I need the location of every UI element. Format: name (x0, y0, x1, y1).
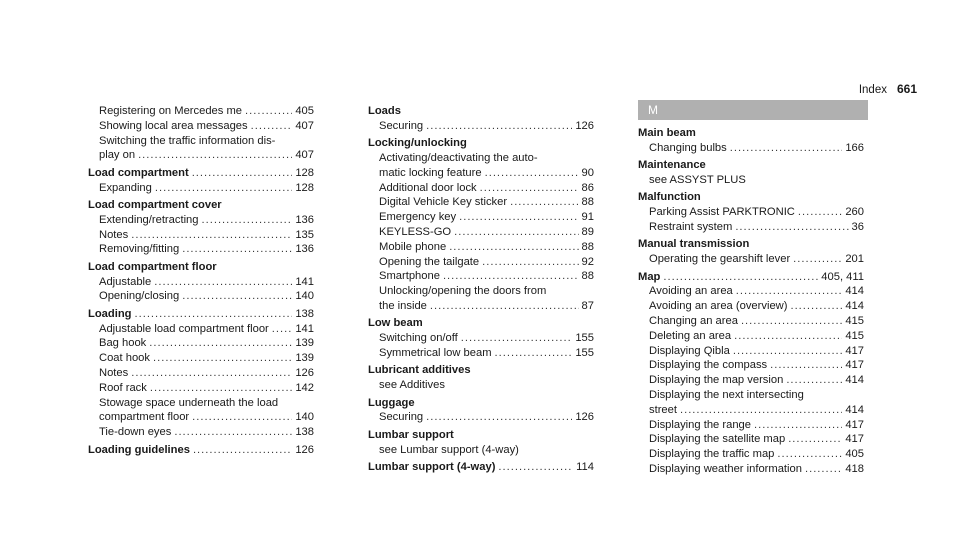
dot-leader (131, 228, 292, 243)
page-reference[interactable]: 166 (845, 141, 864, 154)
dot-leader (485, 166, 579, 181)
index-subentry (88, 396, 314, 411)
index-subentry[interactable] (88, 336, 314, 351)
index-subentry[interactable] (88, 119, 314, 134)
page-reference[interactable]: 126 (295, 443, 314, 456)
dot-leader (777, 447, 842, 462)
dot-leader (193, 443, 292, 458)
entry-text: Load compartment (88, 166, 189, 179)
dot-leader (461, 331, 573, 346)
entry-text: Lumbar support (368, 428, 454, 441)
page-reference[interactable]: 128 (295, 181, 314, 194)
entry-text: Displaying the next intersecting (649, 388, 804, 401)
entry-text: Switching the traffic information dis- (99, 134, 276, 147)
dot-leader (680, 403, 842, 418)
page-reference[interactable]: 140 (295, 290, 314, 303)
page-reference[interactable]: 139 (295, 337, 314, 350)
page-reference[interactable]: 201 (845, 253, 864, 266)
dot-leader (192, 410, 292, 425)
index-entry (638, 126, 864, 141)
dot-leader (182, 242, 292, 257)
entry-text: Displaying the compass (649, 359, 768, 372)
dot-leader (454, 225, 578, 240)
dot-leader (663, 270, 818, 285)
entry-text: Main beam (638, 127, 696, 139)
entry-text: Registering on Mercedes me (99, 105, 243, 117)
index-subentry (88, 134, 314, 149)
dot-leader (155, 181, 292, 196)
entry-text: Lubricant additives (368, 364, 471, 377)
dot-leader (138, 148, 292, 163)
entry-text: see Additives (379, 379, 445, 392)
dot-leader (174, 425, 292, 440)
dot-leader (149, 336, 292, 351)
index-subentry[interactable] (88, 213, 314, 228)
entry-text: Displaying the range (649, 418, 751, 431)
page-reference[interactable]: 91 (581, 211, 594, 224)
dot-leader (150, 381, 292, 396)
entry-text: Locking/unlocking (368, 137, 467, 150)
entry-text: Roof rack (99, 381, 147, 394)
index-subentry[interactable] (638, 284, 864, 299)
index-subentry[interactable] (368, 181, 594, 196)
page-reference[interactable]: 414 (845, 403, 864, 416)
page-reference[interactable]: 141 (295, 322, 314, 335)
index-entry[interactable] (638, 270, 864, 285)
dot-leader (805, 462, 842, 477)
entry-text: Load compartment floor (88, 260, 217, 273)
entry-text: see Lumbar support (4-way) (379, 443, 519, 456)
index-letter-heading: M (638, 100, 868, 120)
index-subentry[interactable] (88, 381, 314, 396)
page-reference[interactable]: 414 (845, 374, 864, 387)
entry-text: Parking Assist PARKTRONIC (649, 206, 795, 219)
page-reference[interactable]: 90 (581, 166, 594, 179)
index-subentry[interactable] (88, 366, 314, 381)
dot-leader (510, 195, 578, 210)
entry-text: Loading guidelines (88, 443, 190, 456)
entry-text: play on (99, 149, 136, 162)
entry-text: Tie-down eyes (99, 426, 172, 439)
index-subentry[interactable] (88, 275, 314, 290)
page-reference[interactable]: 414 (845, 300, 864, 313)
entry-text: Symmetrical low beam (379, 346, 492, 359)
index-subentry[interactable] (368, 410, 594, 425)
index-subentry[interactable] (88, 181, 314, 196)
page-reference[interactable]: 88 (581, 196, 594, 209)
index-entry[interactable] (88, 443, 314, 458)
entry-text: Maintenance (638, 159, 706, 172)
entry-text: Displaying the traffic map (649, 448, 775, 461)
dot-leader (790, 299, 842, 314)
entry-text: Displaying the map version (649, 374, 784, 387)
index-subentry[interactable] (638, 358, 864, 373)
dot-leader (153, 351, 292, 366)
index-subentry[interactable] (638, 141, 864, 156)
index-subentry (368, 284, 594, 299)
page-reference[interactable]: 92 (581, 255, 594, 268)
entry-text: see ASSYST PLUS (649, 173, 746, 186)
entry-text: Activating/deactivating the auto- (379, 151, 538, 164)
index-entry (88, 198, 314, 213)
entry-text: Opening/closing (99, 290, 180, 303)
dot-leader (426, 119, 572, 134)
index-subentry[interactable] (638, 373, 864, 388)
index-entry (368, 316, 594, 331)
dot-leader (182, 289, 292, 304)
entry-text: Lumbar support (4-way) (368, 460, 496, 473)
page-reference[interactable]: 155 (575, 346, 594, 359)
dot-leader (449, 240, 578, 255)
index-subentry[interactable] (638, 418, 864, 433)
page-reference[interactable]: 142 (295, 381, 314, 394)
index-subentry[interactable] (88, 242, 314, 257)
entry-text: Load compartment cover (88, 198, 222, 211)
dot-leader (131, 366, 292, 381)
index-subentry[interactable] (368, 210, 594, 225)
entry-text: Switching on/off (379, 332, 458, 345)
page-reference[interactable]: 415 (845, 314, 864, 327)
entry-text: Malfunction (638, 191, 701, 204)
page-reference[interactable]: 138 (295, 426, 314, 439)
index-subentry[interactable] (638, 329, 864, 344)
index-subentry (638, 173, 864, 188)
entry-text: Coat hook (99, 352, 150, 365)
dot-leader (192, 166, 293, 181)
page-reference[interactable]: 418 (845, 462, 864, 475)
index-entry (368, 396, 594, 411)
index-column-2 (368, 104, 594, 475)
page-reference[interactable]: 407 (295, 149, 314, 162)
index-subentry[interactable] (638, 447, 864, 462)
page-reference[interactable]: 155 (575, 332, 594, 345)
entry-text: Map (638, 270, 661, 283)
dot-leader (741, 314, 842, 329)
page-reference[interactable]: 36 (851, 220, 864, 233)
index-entry (368, 363, 594, 378)
dot-leader (798, 205, 842, 220)
index-subentry[interactable] (368, 240, 594, 255)
page-reference[interactable]: 136 (295, 213, 314, 226)
dot-leader (770, 358, 842, 373)
dot-leader (272, 322, 293, 337)
index-subentry[interactable] (88, 148, 314, 163)
page-reference[interactable]: 87 (581, 299, 594, 312)
dot-leader (482, 255, 578, 270)
page-reference[interactable]: 415 (845, 329, 864, 342)
entry-text: street (649, 403, 677, 416)
dot-leader (426, 410, 572, 425)
index-subentry (638, 388, 864, 403)
index-subentry[interactable] (88, 351, 314, 366)
index-subentry[interactable] (88, 104, 314, 119)
index-subentry (368, 151, 594, 166)
entry-text: Unlocking/opening the doors from (379, 285, 547, 298)
index-subentry[interactable] (638, 205, 864, 220)
page-reference[interactable]: 405 (845, 448, 864, 461)
dot-leader (786, 373, 842, 388)
entry-text: Showing local area messages (99, 119, 248, 132)
entry-text: Bag hook (99, 337, 147, 350)
page-reference[interactable]: 88 (581, 270, 594, 283)
index-subentry[interactable] (368, 331, 594, 346)
dot-leader (480, 181, 579, 196)
entry-text: Notes (99, 366, 129, 379)
entry-text: Adjustable (99, 275, 152, 288)
index-subentry (368, 378, 594, 393)
entry-text: Emergency key (379, 211, 457, 224)
dot-leader (202, 213, 293, 228)
entry-text: Restraint system (649, 220, 733, 233)
page-reference[interactable]: 417 (845, 344, 864, 357)
entry-text: Displaying Qibla (649, 344, 730, 357)
page-reference[interactable]: 140 (295, 411, 314, 424)
dot-leader (793, 252, 842, 267)
dot-leader (788, 432, 842, 447)
index-entry (638, 190, 864, 205)
index-subentry[interactable] (88, 228, 314, 243)
entry-text: KEYLESS-GO (379, 225, 452, 238)
dot-leader (730, 141, 843, 156)
index-subentry[interactable] (638, 314, 864, 329)
index-subentry[interactable] (368, 346, 594, 361)
page-reference[interactable]: 88 (581, 240, 594, 253)
entry-text: Loading (88, 307, 132, 320)
page-reference[interactable]: 86 (581, 181, 594, 194)
index-subentry[interactable] (638, 299, 864, 314)
index-subentry[interactable] (368, 166, 594, 181)
dot-leader (251, 119, 293, 134)
dot-leader (754, 418, 842, 433)
entry-text: Digital Vehicle Key sticker (379, 196, 508, 209)
entry-text: Adjustable load compartment floor (99, 322, 269, 335)
entry-text: Securing (379, 119, 424, 132)
page-reference[interactable]: 114 (576, 460, 594, 473)
entry-text: Expanding (99, 181, 152, 194)
dot-leader (736, 284, 843, 299)
page-reference[interactable]: 260 (845, 206, 864, 219)
page-reference[interactable]: 417 (845, 359, 864, 372)
index-subentry[interactable] (638, 344, 864, 359)
index-entry (88, 260, 314, 275)
page-reference[interactable]: 417 (845, 433, 864, 446)
page-reference[interactable]: 414 (845, 285, 864, 298)
page-reference[interactable]: 138 (295, 307, 314, 320)
index-subentry[interactable] (638, 403, 864, 418)
entry-text: Luggage (368, 396, 415, 409)
entry-text: Avoiding an area (649, 285, 733, 298)
page-reference[interactable]: 126 (295, 366, 314, 379)
index-subentry[interactable] (368, 269, 594, 284)
dot-leader (430, 299, 579, 314)
page-header (859, 82, 917, 96)
entry-text: Low beam (368, 317, 423, 330)
page-reference[interactable]: 89 (581, 225, 594, 238)
index-subentry[interactable] (638, 220, 864, 235)
index-subentry[interactable] (368, 255, 594, 270)
index-entry (368, 136, 594, 151)
index-column-3 (638, 104, 864, 477)
dot-leader (495, 346, 573, 361)
page-reference[interactable]: 417 (845, 418, 864, 431)
page-reference[interactable]: 135 (295, 228, 314, 241)
section-title: Index (858, 84, 887, 96)
index-subentry[interactable] (638, 432, 864, 447)
entry-text: Deleting an area (649, 329, 732, 342)
dot-leader (733, 344, 842, 359)
entry-text: Notes (99, 228, 129, 241)
index-column-1 (88, 104, 314, 457)
dot-leader (245, 104, 292, 119)
dot-leader (498, 460, 573, 475)
entry-text: Extending/retracting (99, 213, 199, 226)
index-entry (368, 428, 594, 443)
index-subentry[interactable] (368, 225, 594, 240)
page-reference[interactable]: 139 (295, 352, 314, 365)
dot-leader (154, 275, 292, 290)
index-entry (368, 104, 594, 119)
page-reference[interactable]: 407 (295, 119, 314, 132)
index-subentry[interactable] (368, 299, 594, 314)
entry-text: Mobile phone (379, 240, 447, 253)
page-reference[interactable]: 126 (575, 119, 594, 132)
index-subentry (368, 443, 594, 458)
index-subentry[interactable] (88, 322, 314, 337)
entry-text: Stowage space underneath the load (99, 396, 279, 409)
entry-text: Operating the gearshift lever (649, 253, 791, 266)
entry-text: Changing an area (649, 314, 738, 327)
index-subentry[interactable] (88, 289, 314, 304)
index-subentry[interactable] (368, 119, 594, 134)
entry-text: compartment floor (99, 411, 190, 424)
entry-text: Loads (368, 105, 401, 117)
index-subentry[interactable] (88, 410, 314, 425)
entry-text: Avoiding an area (overview) (649, 300, 788, 313)
entry-text: Displaying the satellite map (649, 433, 786, 446)
index-entry (638, 158, 864, 173)
index-subentry[interactable] (88, 425, 314, 440)
dot-leader (135, 307, 293, 322)
page-reference[interactable]: 128 (295, 166, 314, 179)
entry-text: Displaying weather information (649, 462, 802, 475)
index-subentry[interactable] (638, 252, 864, 267)
index-entry[interactable] (88, 307, 314, 322)
index-entry (638, 237, 864, 252)
index-subentry[interactable] (368, 195, 594, 210)
page-reference[interactable]: 141 (295, 275, 314, 288)
page-number: 661 (896, 82, 917, 96)
entry-text: Removing/fitting (99, 243, 180, 256)
entry-text: Additional door lock (379, 181, 477, 194)
index-subentry[interactable] (638, 462, 864, 477)
index-entry[interactable] (368, 460, 594, 475)
entry-text: Smartphone (379, 270, 440, 283)
page-reference[interactable]: 405, 411 (821, 270, 864, 283)
entry-text: Manual transmission (638, 238, 750, 251)
dot-leader (735, 220, 848, 235)
dot-leader (459, 210, 578, 225)
dot-leader (734, 329, 842, 344)
page-reference[interactable]: 405 (295, 105, 314, 117)
entry-text: Opening the tailgate (379, 255, 480, 268)
page-reference[interactable]: 126 (575, 411, 594, 424)
entry-text: matic locking feature (379, 166, 482, 179)
dot-leader (443, 269, 579, 284)
entry-text: the inside (379, 299, 427, 312)
entry-text: Changing bulbs (649, 141, 727, 154)
index-entry[interactable] (88, 166, 314, 181)
page-reference[interactable]: 136 (295, 243, 314, 256)
entry-text: Securing (379, 411, 424, 424)
